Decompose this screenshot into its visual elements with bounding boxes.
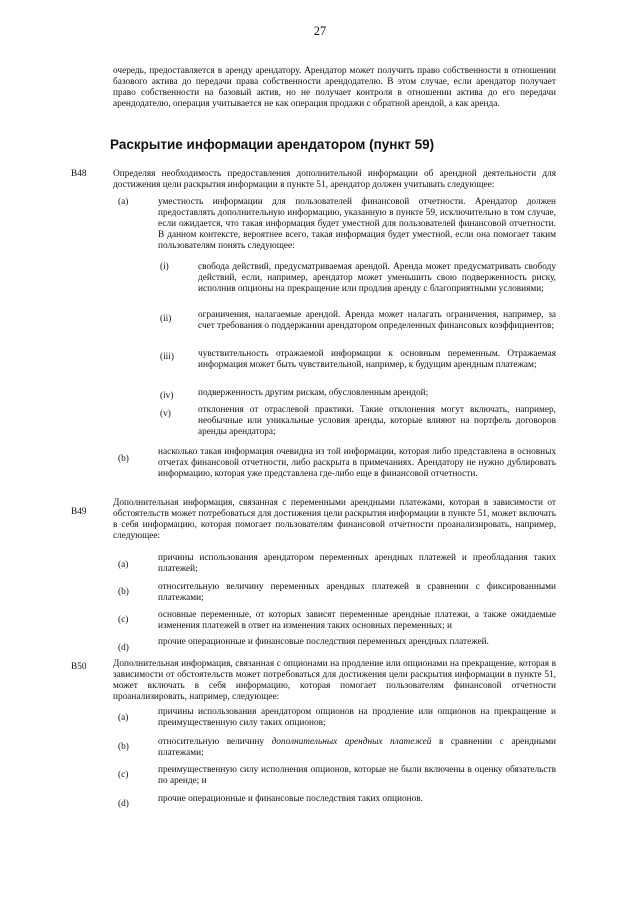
subitem-text-b48-iv: подверженность другим рискам, обусловленным арендой; (198, 388, 429, 398)
item-text-b50-b-italic: дополнительных арендных платежей (271, 737, 432, 747)
subitem-label-b48-ii: (ii) (160, 314, 172, 324)
subitem-text-b48-i: свобода действий, предусматриваемая арендой. Аренда может предусматривать свободу действий, если, например, арендатор может уменьшить свою подверженность риску, исполнив опционы на прекращение или продлив аренду с благоприятными условиями; (198, 262, 556, 294)
subitem-text-b48-iii: чувствительность отражаемой информации к основным переменным. Отражаемая информация может быть чувствительной, например, к будущим арендным платежам; (198, 349, 556, 370)
item-text-b48-b: насколько такая информация очевидна из той информации, которая либо представлена в основных отчетах финансовой отчетности, либо раскрыта в примечаниях. Арендатору не нужно дублировать информацию, которая уже представлена где-либо еще в финансовой отчетности. (158, 447, 556, 479)
item-label-b50-a: (a) (118, 713, 129, 723)
paragraph-b50-text: Дополнительная информация, связанная с опционами на продление или опционами на прекращение, которая в зависимости от обстоятельств может потребоваться для достижения цели раскрытия информации в пункте 51, может включать в себя информацию, которая помогает пользователям финансовой отчетности проанализировать, например, следующее: (113, 659, 556, 702)
subitem-label-b48-iii: (iii) (160, 352, 174, 362)
item-label-b49-c: (c) (118, 615, 129, 625)
item-label-b48-b: (b) (118, 454, 129, 464)
paragraph-b49-text: Дополнительная информация, связанная с переменными арендными платежами, которая в зависимости от обстоятельств может потребоваться для достижения цели раскрытия информации в пункте 51, может включать в себя информацию, которая помогает пользователям финансовой отчетности проанализировать, например, следующее: (113, 498, 556, 541)
item-label-b50-b: (b) (118, 742, 129, 752)
item-text-b50-b-start: относительную величину (158, 737, 265, 747)
item-label-b49-d: (d) (118, 643, 129, 653)
paragraph-b48-text: Определяя необходимость предоставления дополнительной информации об арендной деятельности для достижения цели раскрытия информации в пункте 51, арендатор должен учитывать следующее: (113, 169, 556, 190)
item-text-b48-a: уместность информации для пользователей финансовой отчетности. Арендатор должен предоставлять дополнительную информацию, указанную в пункте 59, исключительно в том случае, если ожидается, что такая информация будет уместной для пользователей финансовой отчетности. В данном контексте, вероятнее всего, такая информация будет уместной, если она помогает таким пользователям понять следующее: (158, 197, 556, 251)
subitem-text-b48-ii: ограничения, налагаемые арендой. Аренда может налагать ограничения, например, за счет требования о поддержании арендатором определенных финансовых коэффициентов; (198, 310, 556, 331)
item-text-b50-b (158, 737, 556, 759)
item-text-b49-d: прочие операционные и финансовые последствия переменных арендных платежей. (158, 637, 489, 647)
subitem-label-b48-iv: (iv) (160, 391, 174, 401)
item-label-b49-a: (a) (118, 560, 129, 570)
paragraph-number-b48: B48 (71, 169, 87, 179)
paragraph-number-b49: B49 (71, 507, 87, 517)
item-text-b50-d: прочие операционные и финансовые последствия таких опционов. (158, 794, 423, 804)
item-text-b49-b: относительную величину переменных арендных платежей в сравнении с фиксированными платежами; (158, 582, 556, 603)
subitem-text-b48-v: отклонения от отраслевой практики. Такие отклонения могут включать, например, необычные или уникальные условия аренды, которые влияют на портфель договоров аренды арендатора; (198, 405, 556, 437)
item-text-b50-c: преимущественную силу исполнения опционов, которые не были включены в оценку обязательств по аренде; и (158, 765, 556, 786)
item-text-b50-a: причины использования арендатором опционов на продление или опционов на прекращение и преимущественную силу таких опционов; (158, 707, 556, 728)
item-text-b49-c: основные переменные, от которых зависят переменные арендные платежи, а также ожидаемые изменения платежей в ответ на изменения таких основных переменных; и (158, 610, 556, 631)
item-label-b48-a: (a) (118, 197, 129, 207)
item-label-b50-d: (d) (118, 799, 129, 809)
item-text-b50-b-end: в сравнении с арендными платежами; (158, 737, 556, 758)
section-heading: Раскрытие информации арендатором (пункт 59) (110, 137, 435, 152)
item-text-b49-a: причины использования арендатором переменных арендных платежей и преобладания таких платежей; (158, 553, 556, 574)
intro-paragraph: очередь, предоставляется в аренду арендатору. Арендатор может получить право собственности в отношении базового актива до передачи права собственности арендодателю. В этом случае, если арендатор получает право собственности на базовый актив, но не получает контроля в отношении актива до его передачи арендодателю, операция учитывается не как операция продажи с обратной арендой, а как аренда. (113, 66, 556, 109)
item-label-b49-b: (b) (118, 587, 129, 597)
item-label-b50-c: (c) (118, 770, 129, 780)
subitem-label-b48-i: (i) (160, 262, 169, 272)
page-number: 27 (313, 24, 327, 38)
paragraph-number-b50: B50 (71, 662, 87, 672)
subitem-label-b48-v: (v) (160, 409, 171, 419)
